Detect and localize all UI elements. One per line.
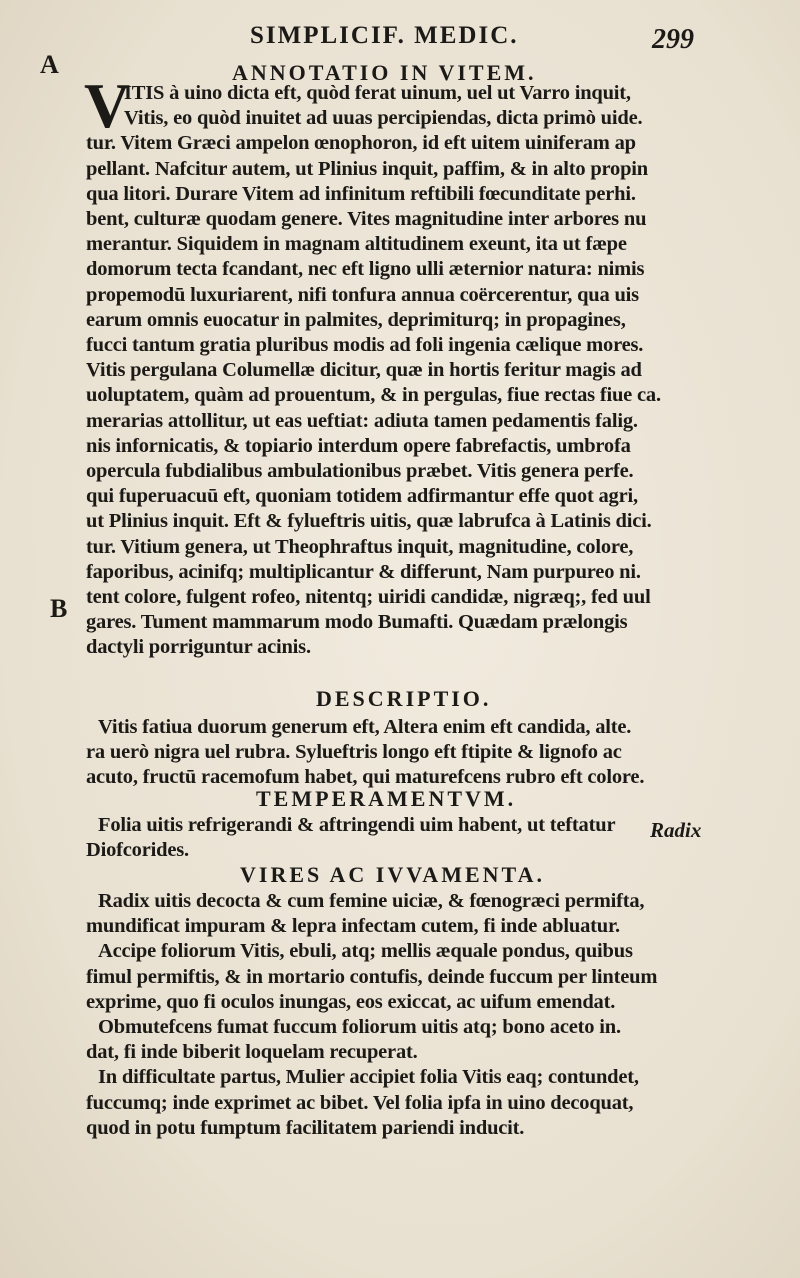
descriptio-heading: DESCRIPTIO. (316, 686, 492, 711)
text-line: tent colore, fulgent rofeo, nitentq; uiridi candidæ, nigræq;, fed uul (86, 586, 651, 608)
text-line: faporibus, acinifq; multiplicantur & differunt, Nam purpureo ni. (86, 560, 641, 583)
margin-letter-b: B (50, 594, 68, 623)
text-line: Vitis fatiua duorum generum eft, Altera enim eft candida, alte. (98, 716, 632, 738)
text-line: Vitis pergulana Columellæ dicitur, quæ in hortis feritur magis ad (86, 359, 642, 382)
text-line: Accipe foliorum Vitis, ebuli, atq; mellis æquale pondus, quibus (98, 940, 633, 963)
text-line: exprime, quo fi oculos inungas, eos exiccat, ac uifum emendat. (86, 990, 616, 1013)
text-line: propemodū luxuriarent, nifi tonfura annua coërcerentur, qua uis (86, 283, 639, 306)
text-line: Folia uitis refrigerandi & aftringendi uim habent, ut teftatur (98, 814, 616, 836)
text-line: Radix uitis decocta & cum femine uiciæ, & fœnogræci permifta, (98, 890, 645, 912)
text-line: Obmutefcens fumat fuccum foliorum uitis atq; bono aceto in. (98, 1016, 621, 1038)
text-line: opercula fubdialibus ambulationibus præbet. Vitis genera perfe. (86, 460, 634, 482)
text-line: earum omnis euocatur in palmites, deprimiturq; in propagines, (86, 308, 626, 331)
text-line: pellant. Nafcitur autem, ut Plinius inquit, paffim, & in alto propin (86, 157, 648, 180)
text-line: merarias attollitur, ut eas ueftiat: adiuta tamen pedamentis falig. (86, 409, 638, 432)
page-number: 299 (652, 24, 694, 55)
text-line: bent, culturæ quodam genere. Vites magnitudine inter arbores nu (86, 208, 647, 230)
text-line: quod in potu fumptum facilitatem pariendi inducit. (86, 1116, 525, 1139)
catchword: Radix (650, 818, 702, 842)
text-line: qui fuperuacuū eft, quoniam totidem adfirmantur effe quot agri, (86, 485, 638, 508)
drop-cap: V (84, 70, 131, 141)
text-line: Vitis, eo quòd inuitet ad uuas percipiendas, dicta primò uide. (124, 107, 643, 130)
text-line: mundificat impuram & lepra infectam cutem, fi inde abluatur. (86, 915, 620, 938)
text-line: dactyli porriguntur acinis. (86, 636, 311, 659)
text-line: tur. Vitem Græci ampelon œnophoron, id eft uitem uiniferam ap (86, 132, 636, 155)
text-line: gares. Tument mammarum modo Bumafti. Quædam prælongis (86, 611, 628, 634)
text-line: fuccumq; inde exprimet ac bibet. Vel folia ipfa in uino decoquat, (86, 1091, 634, 1114)
text-line: fucci tantum gratia pluribus modis ad foli ingenia cælique mores. (86, 334, 644, 356)
text-line: acuto, fructū racemofum habet, qui maturefcens rubro eft colore. (86, 766, 645, 789)
text-line: merantur. Siquidem in magnam altitudinem exeunt, ita ut fæpe (86, 233, 627, 256)
margin-letter-a: A (40, 50, 59, 79)
text-line: domorum tecta fcandant, nec eft ligno ulli æternior natura: nimis (86, 258, 645, 281)
text-line: In difficultate partus, Mulier accipiet folia Vitis eaq; contundet, (98, 1066, 639, 1089)
section-title: ANNOTATIO IN VITEM. (232, 60, 537, 85)
text-line: qua litori. Durare Vitem ad infinitum reftibili fœcunditate perhi. (86, 182, 636, 205)
text-line: tur. Vitium genera, ut Theophraftus inquit, magnitudine, colore, (86, 535, 634, 558)
text-line: uoluptatem, quàm ad prouentum, & in pergulas, fiue rectas fiue ca. (86, 384, 661, 407)
running-head: SIMPLICIF. MEDIC. (250, 22, 519, 49)
temperamentum-heading: TEMPERAMENTVM. (256, 786, 517, 811)
text-line: Diofcorides. (86, 839, 189, 862)
text-line: fimul permiftis, & in mortario contufis, deinde fuccum per linteum (86, 965, 658, 988)
vires-heading: VIRES AC IVVAMENTA. (240, 862, 545, 887)
text-line: nis infornicatis, & topiario interdum opere fabrefactis, umbrofa (86, 434, 631, 457)
text-line: ra uerò nigra uel rubra. Sylueftris longo eft ftipite & lignofo ac (86, 741, 622, 764)
text-line: ITIS à uino dicta eft, quòd ferat uinum, uel ut Varro inquit, (124, 82, 631, 104)
text-line: dat, fi inde biberit loquelam recuperat. (86, 1041, 418, 1064)
text-line: ut Plinius inquit. Eft & fylueftris uitis, quæ labrufca à Latinis dici. (86, 510, 652, 533)
